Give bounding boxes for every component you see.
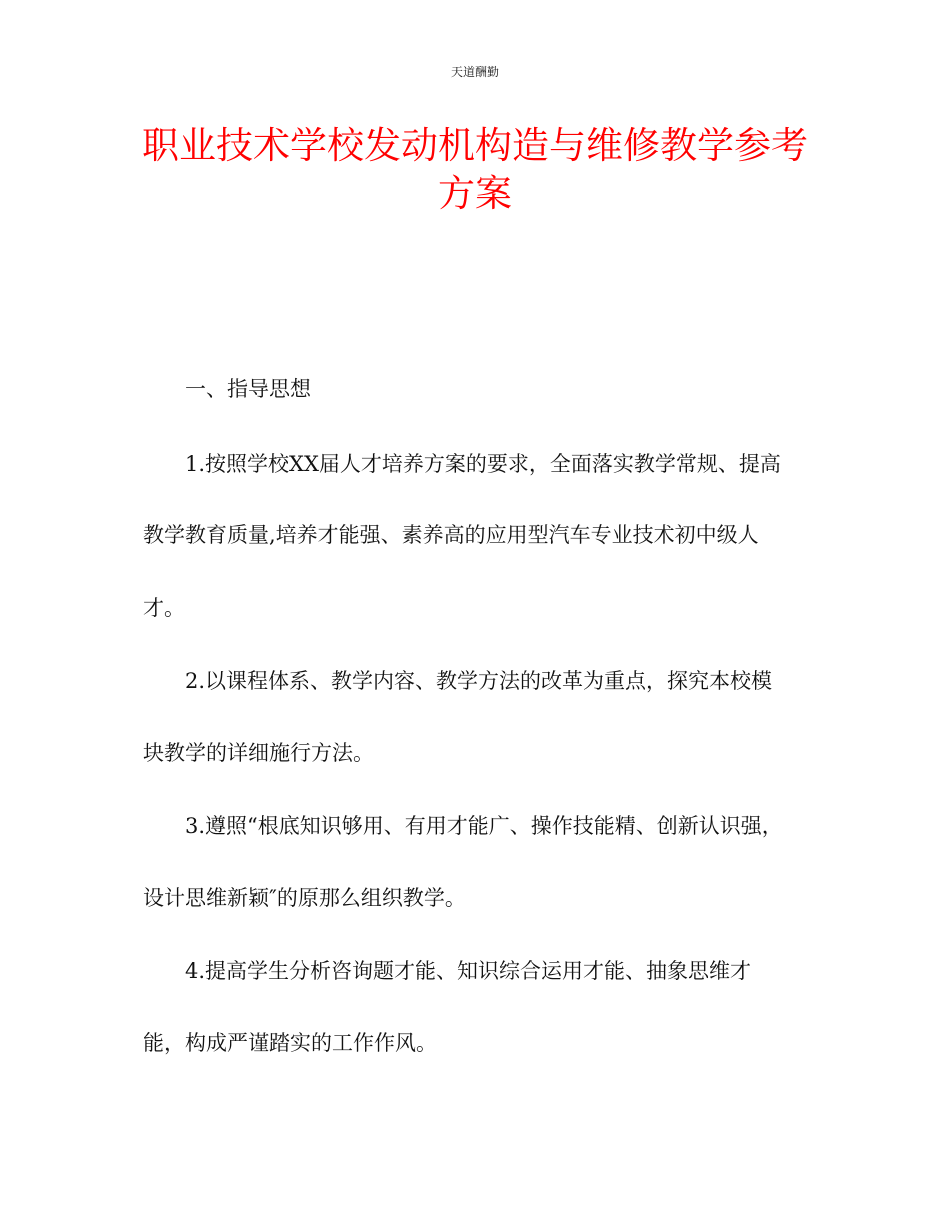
paragraph-1-line-1: 1.按照学校XX届人才培养方案的要求，全面落实教学常规、提高 xyxy=(185,452,781,476)
paragraph-3-line-2: 设计思维新颖″的原那么组织教学。 xyxy=(143,886,466,910)
paragraph-4-line-2: 能，构成严谨踏实的工作作风。 xyxy=(143,1031,437,1055)
paragraph-1-line-3: 才。 xyxy=(143,596,185,620)
paragraph-4-line-1: 4.提高学生分析咨询题才能、知识综合运用才能、抽象思维才 xyxy=(185,959,752,983)
paragraph-2-line-2: 块教学的详细施行方法。 xyxy=(143,741,374,765)
title-line-2: 方案 xyxy=(438,172,512,215)
paragraph-2-line-1: 2.以课程体系、教学内容、教学方法的改革为重点，探究本校模 xyxy=(185,669,773,693)
paragraph-3-line-1: 3.遵照“根底知识够用、有用才能广、操作技能精、创新认识强， xyxy=(185,814,783,838)
document-title xyxy=(120,122,830,218)
title-line-1: 职业技术学校发动机构造与维修教学参考 xyxy=(142,124,808,167)
section-heading: 一、指导思想 xyxy=(185,377,311,401)
page-header: 天道酬勤 xyxy=(450,65,499,79)
paragraph-1-line-2: 教学教育质量,培养才能强、素养高的应用型汽车专业技术初中级人 xyxy=(143,523,759,547)
